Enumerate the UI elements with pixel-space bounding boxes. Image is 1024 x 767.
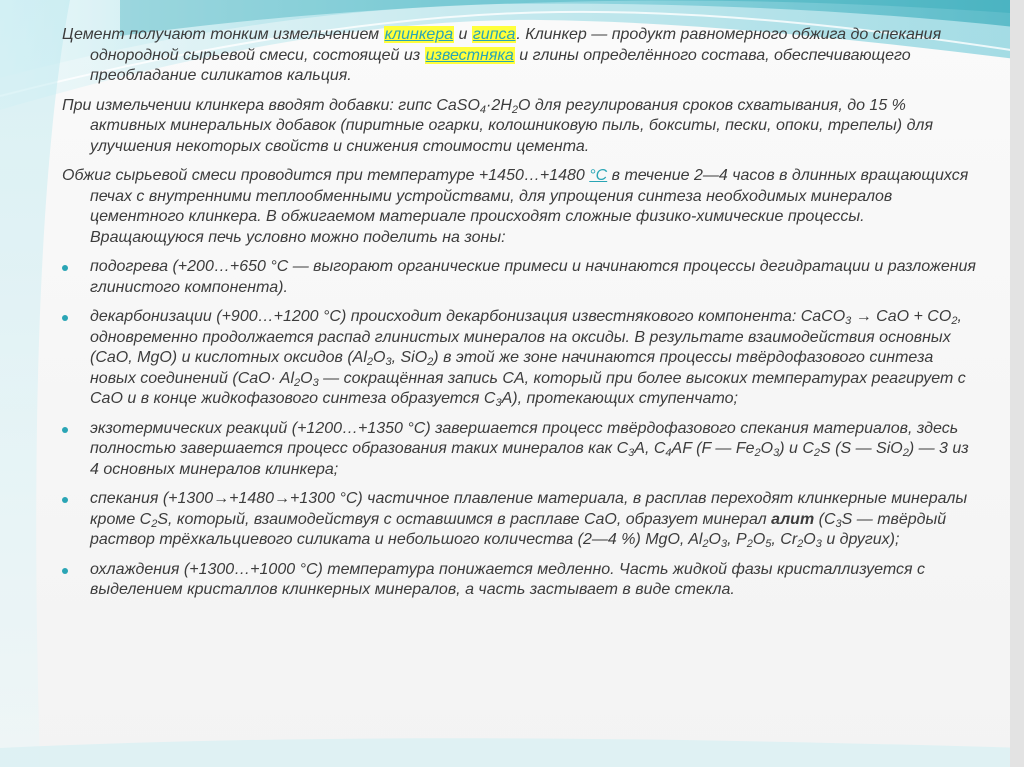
right-edge-shadow [1010, 0, 1024, 767]
subscript: 2 [702, 538, 709, 550]
text: A), протекающих ступенчато; [501, 390, 738, 407]
bullet-preheating-zone [62, 257, 977, 298]
text: декарбонизации (+900…+1200 °С) происходит декарбонизация известнякового компонента: CaCO [90, 308, 846, 325]
slide-content [62, 25, 977, 610]
text: и [454, 26, 472, 43]
subscript: 3 [773, 447, 780, 459]
text: ) — 3 из 4 основных минералов клинкера; [90, 440, 969, 478]
subscript: 3 [495, 397, 502, 409]
bullet-dot-icon [62, 427, 68, 433]
bullet-dot-icon [62, 497, 68, 503]
subscript: 3 [628, 447, 635, 459]
subscript: 2 [951, 315, 958, 327]
bullet-dot-icon [62, 568, 68, 574]
text: O [803, 531, 816, 548]
text: ) в этой же зоне начинаются процессы твёрдофазового синтеза новых соединений (CaO· Al [90, 349, 934, 387]
subscript: 3 [721, 538, 728, 550]
subscript: 2 [294, 376, 301, 389]
subscript: 2 [511, 103, 518, 116]
text: и других); [821, 531, 900, 548]
text: O [300, 369, 313, 387]
text: O для регулирования сроков схватывания, до 15 % активных минеральных добавок (пиритные огарки, колошниковую пыль, бокситы, пески, опоки, трепелы) для улучшения некоторых свойств и снижения стоимости цемента. [90, 96, 933, 155]
term-alite: алит [771, 510, 815, 528]
text: , P [727, 531, 747, 548]
paragraph-additives [62, 96, 977, 158]
subscript: 2 [366, 356, 374, 368]
subscript: 2 [797, 538, 804, 550]
bullet-dot-icon [62, 265, 68, 271]
bottom-wave [0, 738, 1024, 767]
text: спекания (+1300→+1480→+1300 °С) частичное плавление материала, в расплав переходят клинкерные минералы кроме C [90, 490, 968, 528]
text: Обжиг сырьевой смеси проводится при температуре +1450…+1480 [62, 167, 590, 184]
text: подогрева (+200…+650 °С — выгорают органические примеси и начинаются процессы дегидратации и разложения глинистого компонента). [90, 258, 976, 296]
text: в течение 2—4 часов в длинных вращающихся печах с внутренними теплообменными устройствами, для упрощения синтеза необходимых минералов цементного клинкера. В обжигаемом материале происходят сложные физико-химические процессы. Вращающуюся печь условно можно поделить на зоны: [90, 167, 969, 246]
text: O [708, 531, 721, 548]
subscript: 3 [835, 517, 842, 530]
bullet-exothermic-zone [62, 419, 977, 481]
subscript: 3 [312, 376, 319, 389]
text: Цемент получают тонким измельчением [62, 26, 384, 43]
text: охлаждения (+1300…+1000 °С) температура понижается медленно. Часть жидкой фазы кристаллизуется с выделением кристаллов клинкерных минералов, а часть застывает в виде стекла. [90, 560, 925, 598]
subscript: 3 [385, 356, 392, 368]
text: O [760, 440, 774, 457]
subscript: 2 [754, 447, 761, 459]
text: AF (F — Fe [671, 440, 755, 457]
subscript: 2 [902, 447, 909, 459]
text: экзотермических реакций (+1200…+1350 °С) завершается процесс твёрдофазового спекания материалов, здесь полностью завершается процесс образования таких минералов как C [90, 419, 959, 457]
text: S, который, взаимодействуя с оставшимся в расплаве CaO, образует минерал [157, 510, 772, 528]
text: O [373, 349, 386, 366]
subscript: 4 [479, 103, 487, 116]
text: O [752, 531, 766, 548]
bullet-cooling-zone [62, 560, 977, 601]
subscript: 2 [813, 447, 821, 459]
link-gypsum[interactable]: гипса [472, 26, 516, 43]
link-degree-celsius[interactable]: °C [589, 167, 608, 184]
subscript: 2 [427, 356, 434, 368]
text: При измельчении клинкера вводят добавки: гипс CaSO [62, 96, 480, 114]
bullet-decarbonization-zone [62, 307, 977, 410]
subscript: 4 [665, 447, 672, 459]
text: . Клинкер — продукт равномерного обжига до спекания однородной сырьевой смеси, состоящей из [90, 26, 942, 64]
subscript: 3 [845, 315, 852, 327]
text: — сокращённая запись CA, который при более высоких температурах реагирует с CaO и в конце жидкофазового синтеза образуется C [90, 369, 966, 407]
text: , SiO [391, 349, 428, 366]
subscript: 5 [765, 538, 772, 550]
text: → CaO + CO [851, 308, 952, 325]
link-clinker[interactable]: клинкера [384, 26, 454, 43]
text: (C [814, 510, 836, 528]
left-band [0, 0, 70, 767]
link-limestone[interactable]: известняка [425, 46, 514, 64]
text: S (S — SiO [820, 440, 903, 457]
subscript: 2 [151, 517, 158, 530]
text: , Cr [771, 531, 798, 548]
bullet-sintering-zone [62, 489, 977, 551]
text: ·2H [486, 96, 512, 114]
text: ) и C [779, 440, 814, 457]
paragraph-firing [62, 166, 977, 248]
subscript: 2 [746, 538, 753, 550]
text: S — твёрдый раствор трёхкальциевого силиката и небольшого количества (2—4 %) MgO, Al [90, 510, 947, 548]
text: , одновременно продолжается распад глинистых минералов на оксиды. В результате взаимодействия основных (CaO, MgO) и кислотных оксидов (Al [90, 308, 962, 366]
text: и глины определённого состава, обеспечивающего преобладание силикатов кальция. [90, 46, 911, 84]
paragraph-cement-production [62, 25, 977, 87]
bullet-dot-icon [62, 315, 68, 321]
subscript: 3 [815, 538, 822, 550]
text: A, C [634, 440, 666, 457]
